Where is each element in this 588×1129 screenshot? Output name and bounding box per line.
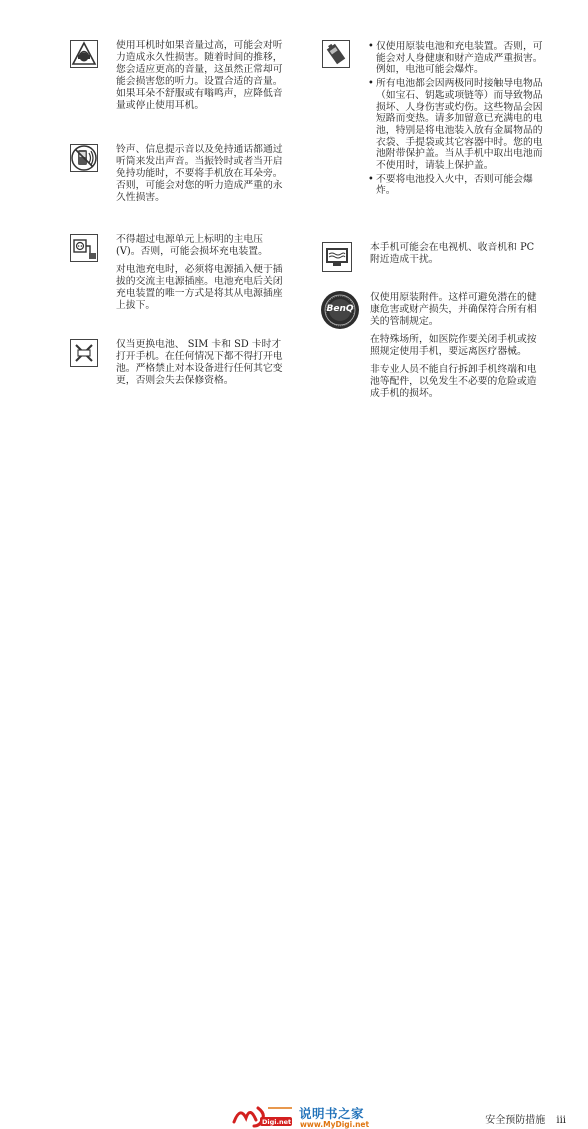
no-tampering-icon	[70, 339, 98, 367]
page-footer	[0, 548, 588, 1129]
paragraph: 铃声、信息提示音以及免持通话都通过听筒来发出声音。当振铃时或者当开启免持功能时，不要将手机放在耳朵旁。否则，可能会对您的听力造成严重的永久性损害。	[116, 144, 283, 203]
mydigi-logo[interactable]	[232, 1102, 294, 1128]
ringing-phone-ear-icon	[70, 144, 98, 172]
headphone-volume-text	[116, 40, 284, 112]
logo-url[interactable]: www.MyDigi.net	[300, 1120, 370, 1129]
paragraph: 仅当更换电池、 SIM 卡和 SD 卡时才打开手机。在任何情况下都不得打开电池。严格禁止对本设备进行任何其它变更，否则会失去保修资格。	[116, 339, 283, 386]
section-title: 安全预防措施	[485, 1115, 546, 1126]
paragraph: 仅使用原装附件。这样可避免潜在的健康危害或财产损失，并确保符合所有相关的管制规定。	[370, 292, 537, 327]
paragraph: 在特殊场所，如医院作要关闭手机或按照规定使用手机，要远离医疗器械。	[370, 334, 537, 357]
tv-interference-icon	[322, 242, 352, 272]
mains-voltage-text	[116, 234, 284, 312]
warning-headphone-icon	[70, 40, 98, 68]
power-outlet-icon	[70, 234, 98, 262]
logo-name: 说明书之家	[299, 1106, 365, 1121]
paragraph: 非专业人员不能自行拆卸手机终端和电池等配件，以免发生不必要的危险或造成手机的损坏。	[370, 364, 537, 399]
ringtone-warning-text	[116, 144, 284, 204]
list-item: • 仅使用原装电池和充电装置。否则，可能会对人身健康和财产造成严重损害。例如，电池可能会爆炸。	[368, 41, 544, 76]
list-item: • 所有电池都会因两极同时接触导电物品（如宝石、钥匙或项链等）而导致物品损坏、人身伤害或灼伤。这些物品会因短路而变热。请多加留意已充满电的电池，特别是将电池装入放有金属物品的衣袋、手提袋或其它容器中时。您的电池附带保护盖。当从手机中取出电池而不使用时，请装上保护盖。	[368, 78, 544, 172]
logo-tag: Digi.net	[262, 1118, 292, 1126]
tv-interference-text	[370, 242, 546, 266]
list-item: • 不要将电池投入火中，否则可能会爆炸。	[368, 174, 544, 197]
paragraph: 不得超过电源单元上标明的主电压 (V)。否则，可能会损坏充电装置。	[116, 234, 268, 257]
page-number: iii	[556, 1115, 566, 1126]
benq-accessory-seal-icon	[320, 290, 360, 330]
paragraph: 本手机可能会在电视机、收音机和 PC 附近造成干扰。	[370, 242, 535, 265]
battery-warning-list	[368, 41, 544, 199]
paragraph: 对电池充电时，必须将电源插入便于插拔的交流主电源插座。电池充电后关闭充电装置的唯一方式是将其从电源插座上拔下。	[116, 264, 283, 311]
battery-icon	[322, 40, 350, 68]
seal-brand: BenQ	[326, 304, 354, 314]
accessory-text	[370, 292, 546, 400]
no-opening-text	[116, 339, 284, 387]
paragraph: 使用耳机时如果音量过高，可能会对听力造成永久性损害。随着时间的推移，您会适应更高的音量，这虽然正常却可能会损害您的听力。设置合适的音量。如果耳朵不舒服或有嗡鸣声，应降低音量或停止使用耳机。	[116, 40, 283, 111]
page-footer-label	[485, 1111, 566, 1126]
